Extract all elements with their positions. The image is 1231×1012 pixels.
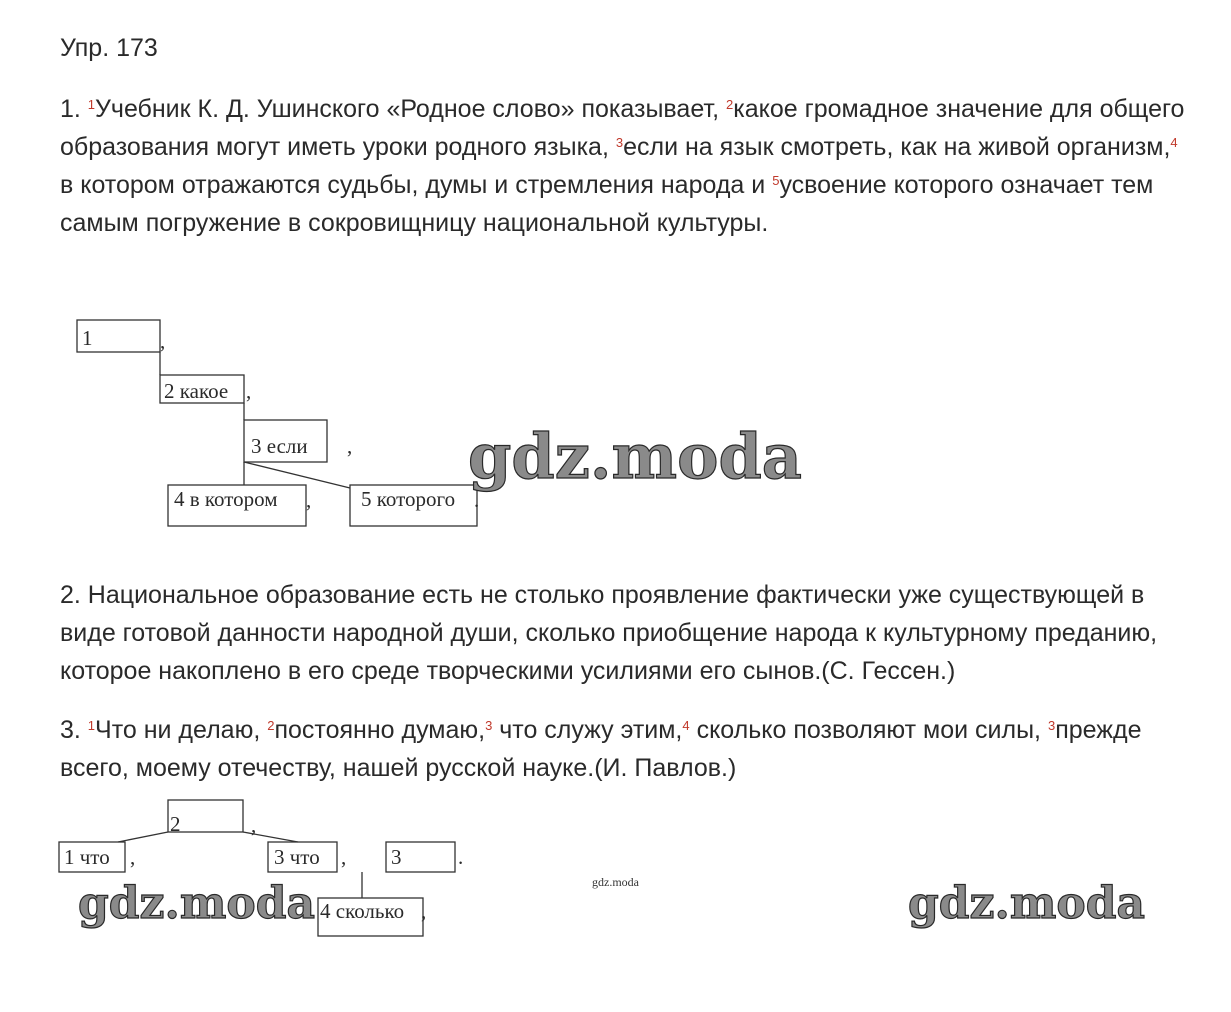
- clause-marker: 3: [485, 718, 493, 733]
- clause-text: Что ни делаю,: [95, 716, 268, 744]
- punctuation: ,: [246, 379, 252, 403]
- box-label: 3 если: [251, 434, 308, 458]
- watermark-logo: gdz.moda: [908, 878, 1146, 929]
- clause-marker: 3: [1047, 718, 1056, 733]
- clause-text: сколько позволяют мои силы,: [689, 716, 1048, 744]
- box-label: 1: [82, 326, 93, 350]
- punctuation: ,: [341, 845, 347, 869]
- box-label: 3: [391, 845, 402, 869]
- clause-text: постоянно думаю,: [274, 716, 486, 744]
- clause-marker: 2: [725, 97, 734, 112]
- exercise-title: Упр. 173: [60, 34, 158, 62]
- punctuation: ,: [306, 488, 312, 512]
- clause-text: в котором отражаются судьбы, думы и стремления народа и: [60, 171, 773, 199]
- punctuation: ,: [160, 329, 166, 353]
- punctuation: .: [458, 845, 464, 869]
- clause-text: если на язык смотреть, как на живой организм,: [623, 133, 1171, 161]
- punctuation: ,: [421, 899, 427, 923]
- clause-marker: 3: [615, 135, 624, 150]
- clause-text: усвоение которого означает тем самым погружение в сокровищницу национальной культуры.: [60, 171, 1154, 237]
- watermark-logo: gdz.moda: [78, 878, 316, 929]
- sentence-2: 2. Национальное образование есть не столько проявление фактически уже существующей в виде готовой данности народной души, сколько приобщение народа к культурному преданию, которое накоплено в его среде творческими усилиями его сынов.(С. Гессен.): [60, 581, 1158, 685]
- punctuation: ,: [130, 845, 136, 869]
- clause-text: какое громадное значение для общего образования могут иметь уроки родного языка,: [60, 95, 1185, 161]
- punctuation: ,: [347, 434, 353, 458]
- connector-line: [244, 462, 350, 488]
- watermark-logo: gdz.moda: [468, 420, 802, 493]
- punctuation: .: [474, 488, 480, 512]
- box-label: 4 сколько: [320, 899, 405, 923]
- clause-text: что служу этим,: [492, 716, 683, 744]
- box-label: 1 что: [64, 845, 110, 869]
- clause-marker: 2: [267, 718, 275, 733]
- clause-text: прежде всего, моему отечеству, нашей русской науке.(И. Павлов.): [60, 716, 1142, 782]
- watermark-small: gdz.moda: [592, 875, 639, 889]
- clause-marker: 5: [772, 173, 780, 188]
- box-label: 3 что: [274, 845, 320, 869]
- box-label: 4 в котором: [174, 487, 278, 511]
- clause-marker: 4: [1170, 135, 1178, 150]
- sentence-number: 3.: [60, 716, 88, 744]
- clause-marker: 1: [87, 97, 96, 112]
- clause-marker: 1: [87, 718, 96, 733]
- connector-line: [118, 832, 168, 842]
- clause-marker: 4: [682, 718, 690, 733]
- box-label: 2 какое: [164, 379, 229, 403]
- sentence-number: 1.: [60, 95, 88, 123]
- punctuation: ,: [251, 813, 257, 837]
- clause-text: Учебник К. Д. Ушинского «Родное слово» показывает,: [95, 95, 726, 123]
- box-label: 5 которого: [361, 487, 456, 511]
- box-label: 2: [170, 812, 181, 836]
